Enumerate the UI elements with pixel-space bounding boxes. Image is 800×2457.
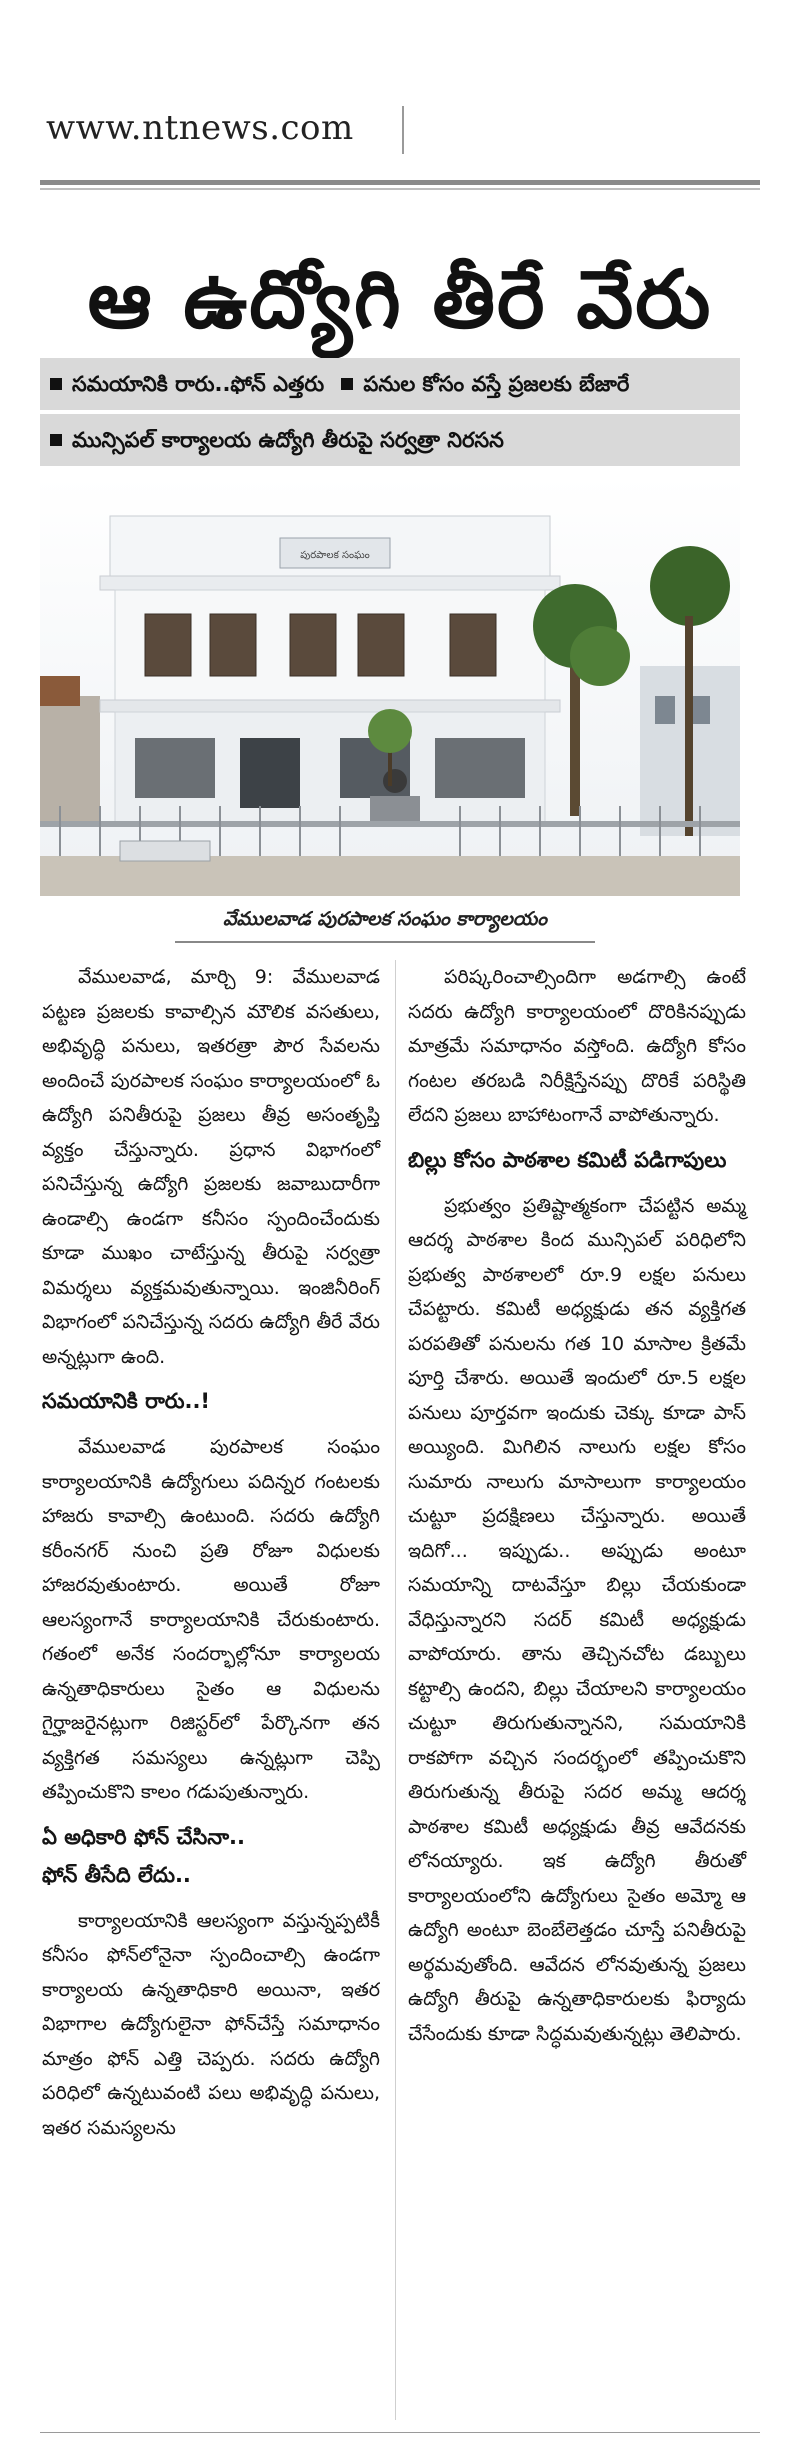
masthead-divider bbox=[402, 106, 404, 154]
building-sign-text: పురపాలక సంఘం bbox=[300, 550, 370, 561]
subheading-line-2: ఫోన్ తీసేది లేదు.. bbox=[42, 1862, 191, 1887]
bullet-square-icon bbox=[50, 378, 62, 390]
footer-rule bbox=[40, 2432, 760, 2433]
bullet-square-icon bbox=[341, 378, 353, 390]
deck-line-1 bbox=[40, 358, 740, 410]
article-paragraph: పరిష్కరించాల్సిందిగా అడగాల్సి ఉంటే సదరు ఉద్యోగి కార్యాలయంలో దొరికినప్పుడు మాత్రమే సమాధానం వస్తోంది. ఉద్యోగి కోసం గంటల తరబడి నిరీక్షిస్తేనప్పు దొరికే పరిస్థితి లేదని ప్రజలు బాహాటంగానే వాపోతున్నారు. bbox=[408, 966, 746, 1126]
subheading bbox=[42, 1818, 380, 1894]
article-column-right bbox=[408, 960, 746, 2057]
photo-caption: వేములవాడ పురపాలక సంఘం కార్యాలయం bbox=[175, 908, 595, 943]
article-paragraph: ప్రభుత్వం ప్రతిష్టాత్మకంగా చేపట్టిన అమ్మ ఆదర్శ పాఠశాల కింద మున్సిపల్ పరిధిలోని ప్రభుత్వ పాఠశాలలో రూ.9 లక్షల పనులు చేపట్టారు. కమిటీ అధ్యక్షుడు తన వ్యక్తిగత పరపతితో పనులను గత 10 మాసాల క్రితమే పూర్తి చేశారు. అయితే ఇందులో రూ.5 లక్షల పనులు పూర్తవగా ఇందుకు చెక్కు కూడా పాస్ అయ్యింది. మిగిలిన నాలుగు లక్షల కోసం సుమారు నాలుగు మాసాలుగా కార్యాలయం చుట్టూ ప్రదక్షిణలు చేస్తున్నారు. అయితే ఇదిగో... ఇప్పుడు.. అప్పుడు అంటూ సమయాన్ని దాటవేస్తూ బిల్లు చేయకుండా వేధిస్తున్నారని సదర్ కమిటీ అధ్యక్షుడు వాపోయారు. తాను తెచ్చినచోట డబ్బులు కట్టాల్సి ఉందని, బిల్లు చేయాలని కార్యాలయం చుట్టూ తిరుగుతున్నానని, సమయానికి రాకపోగా వచ్చిన సందర్భంలో తప్పించుకొని తిరుగుతున్న తీరుపై సదర అమ్మ ఆదర్శ పాఠశాల కమిటీ అధ్యక్షుడు తీవ్ర ఆవేదనకు లోనయ్యారు. ఇక ఉద్యోగి తీరుతో కార్యాలయంలోని ఉద్యోగులు సైతం అమ్మో ఆ ఉద్యోగి అంటూ బెంబేలెత్తడం చూస్తే పనితీరుపై అర్థమవుతోంది. ఆవేదన లోనవుతున్న ప్రజలు ఉద్యోగి తీరుపై ఉన్నతాధికారులకు ఫిర్యాదు చేసేందుకు కూడా సిద్ధమవుతున్నట్లు తెలిపారు. bbox=[408, 1194, 746, 2045]
header-rule-thick bbox=[40, 180, 760, 185]
article-paragraph: వేములవాడ, మార్చి 9: వేములవాడ పట్టణ ప్రజలకు కావాల్సిన మౌలిక వసతులు, అభివృద్ధి పనులు, ఇతరత్రా పౌర సేవలను అందించే పురపాలక సంఘం కార్యాలయంలో ఓ ఉద్యోగి పనితీరుపై ప్రజలు తీవ్ర అసంతృప్తి వ్యక్తం చేస్తున్నారు. ప్రధాన విభాగంలో పనిచేస్తున్న ఉద్యోగి ప్రజలకు జవాబుదారీగా ఉండాల్సి ఉండగా కనీసం స్పందించేందుకు కూడా ముఖం చాటేస్తున్న తీరుపై సర్వత్రా విమర్శలు వ్యక్తమవుతున్నాయి. ఇంజినీరింగ్ విభాగంలో పనిచేస్తున్న సదరు ఉద్యోగి తీరే వేరు అన్నట్లుగా ఉంది. bbox=[42, 966, 380, 1368]
article-paragraph: కార్యాలయానికి ఆలస్యంగా వస్తున్నప్పటికీ కనీసం ఫోన్‌లోనైనా స్పందించాల్సి ఉండగా కార్యాలయ ఉన్నతాధికారి అయినా, ఇతర విభాగాల ఉద్యోగులైనా ఫోన్‌చేస్తే సమాధానం మాత్రం ఫోన్ ఎత్తి చెప్పరు. సదరు ఉద్యోగి పరిధిలో ఉన్నటువంటి పలు అభివృద్ధి పనులు, ఇతర సమస్యలను bbox=[42, 1909, 380, 2139]
masthead bbox=[40, 100, 760, 160]
subheading: బిల్లు కోసం పాఠశాల కమిటీ పడిగాపులు bbox=[408, 1147, 727, 1172]
deck-item-2: పనుల కోసం వస్తే ప్రజలకు బేజారే bbox=[363, 372, 630, 396]
deck-item-3: మున్సిపల్ కార్యాలయ ఉద్యోగి తీరుపై సర్వత్రా నిరసన bbox=[72, 428, 504, 452]
bullet-square-icon bbox=[50, 434, 62, 446]
subheading-line-1: ఏ అధికారి ఫోన్ చేసినా.. bbox=[42, 1824, 245, 1849]
article-column-left bbox=[42, 960, 380, 2151]
subheading: సమయానికి రారు..! bbox=[42, 1389, 210, 1413]
deck-item-1: సమయానికి రారు..ఫోన్ ఎత్తరు bbox=[72, 372, 325, 396]
column-divider bbox=[395, 960, 396, 2420]
article-photo bbox=[40, 476, 740, 896]
site-url[interactable]: www.ntnews.com bbox=[46, 108, 354, 148]
deck-line-2 bbox=[40, 414, 740, 466]
header-rule-thin bbox=[40, 188, 760, 190]
municipal-building-photo bbox=[40, 476, 740, 896]
article-paragraph: వేములవాడ పురపాలక సంఘం కార్యాలయానికి ఉద్యోగులు పదిన్నర గంటలకు హాజరు కావాల్సి ఉంటుంది. సదరు ఉద్యోగి కరీంనగర్ నుంచి ప్రతి రోజూ విధులకు హాజరవుతుంటారు. అయితే రోజూ ఆలస్యంగానే కార్యాలయానికి చేరుకుంటారు. గతంలో అనేక సందర్భాల్లోనూ కార్యాలయ ఉన్నతాధికారులు సైతం ఆ విధులను గైర్హాజరైనట్లుగా రిజిస్టర్‌లో పేర్కొనగా తన వ్యక్తిగత సమస్యలు ఉన్నట్లుగా చెప్పి తప్పించుకొని కాలం గడుపుతున్నారు. bbox=[42, 1436, 380, 1803]
headline: ఆ ఉద్యోగి తీరే వేరు bbox=[87, 253, 713, 346]
